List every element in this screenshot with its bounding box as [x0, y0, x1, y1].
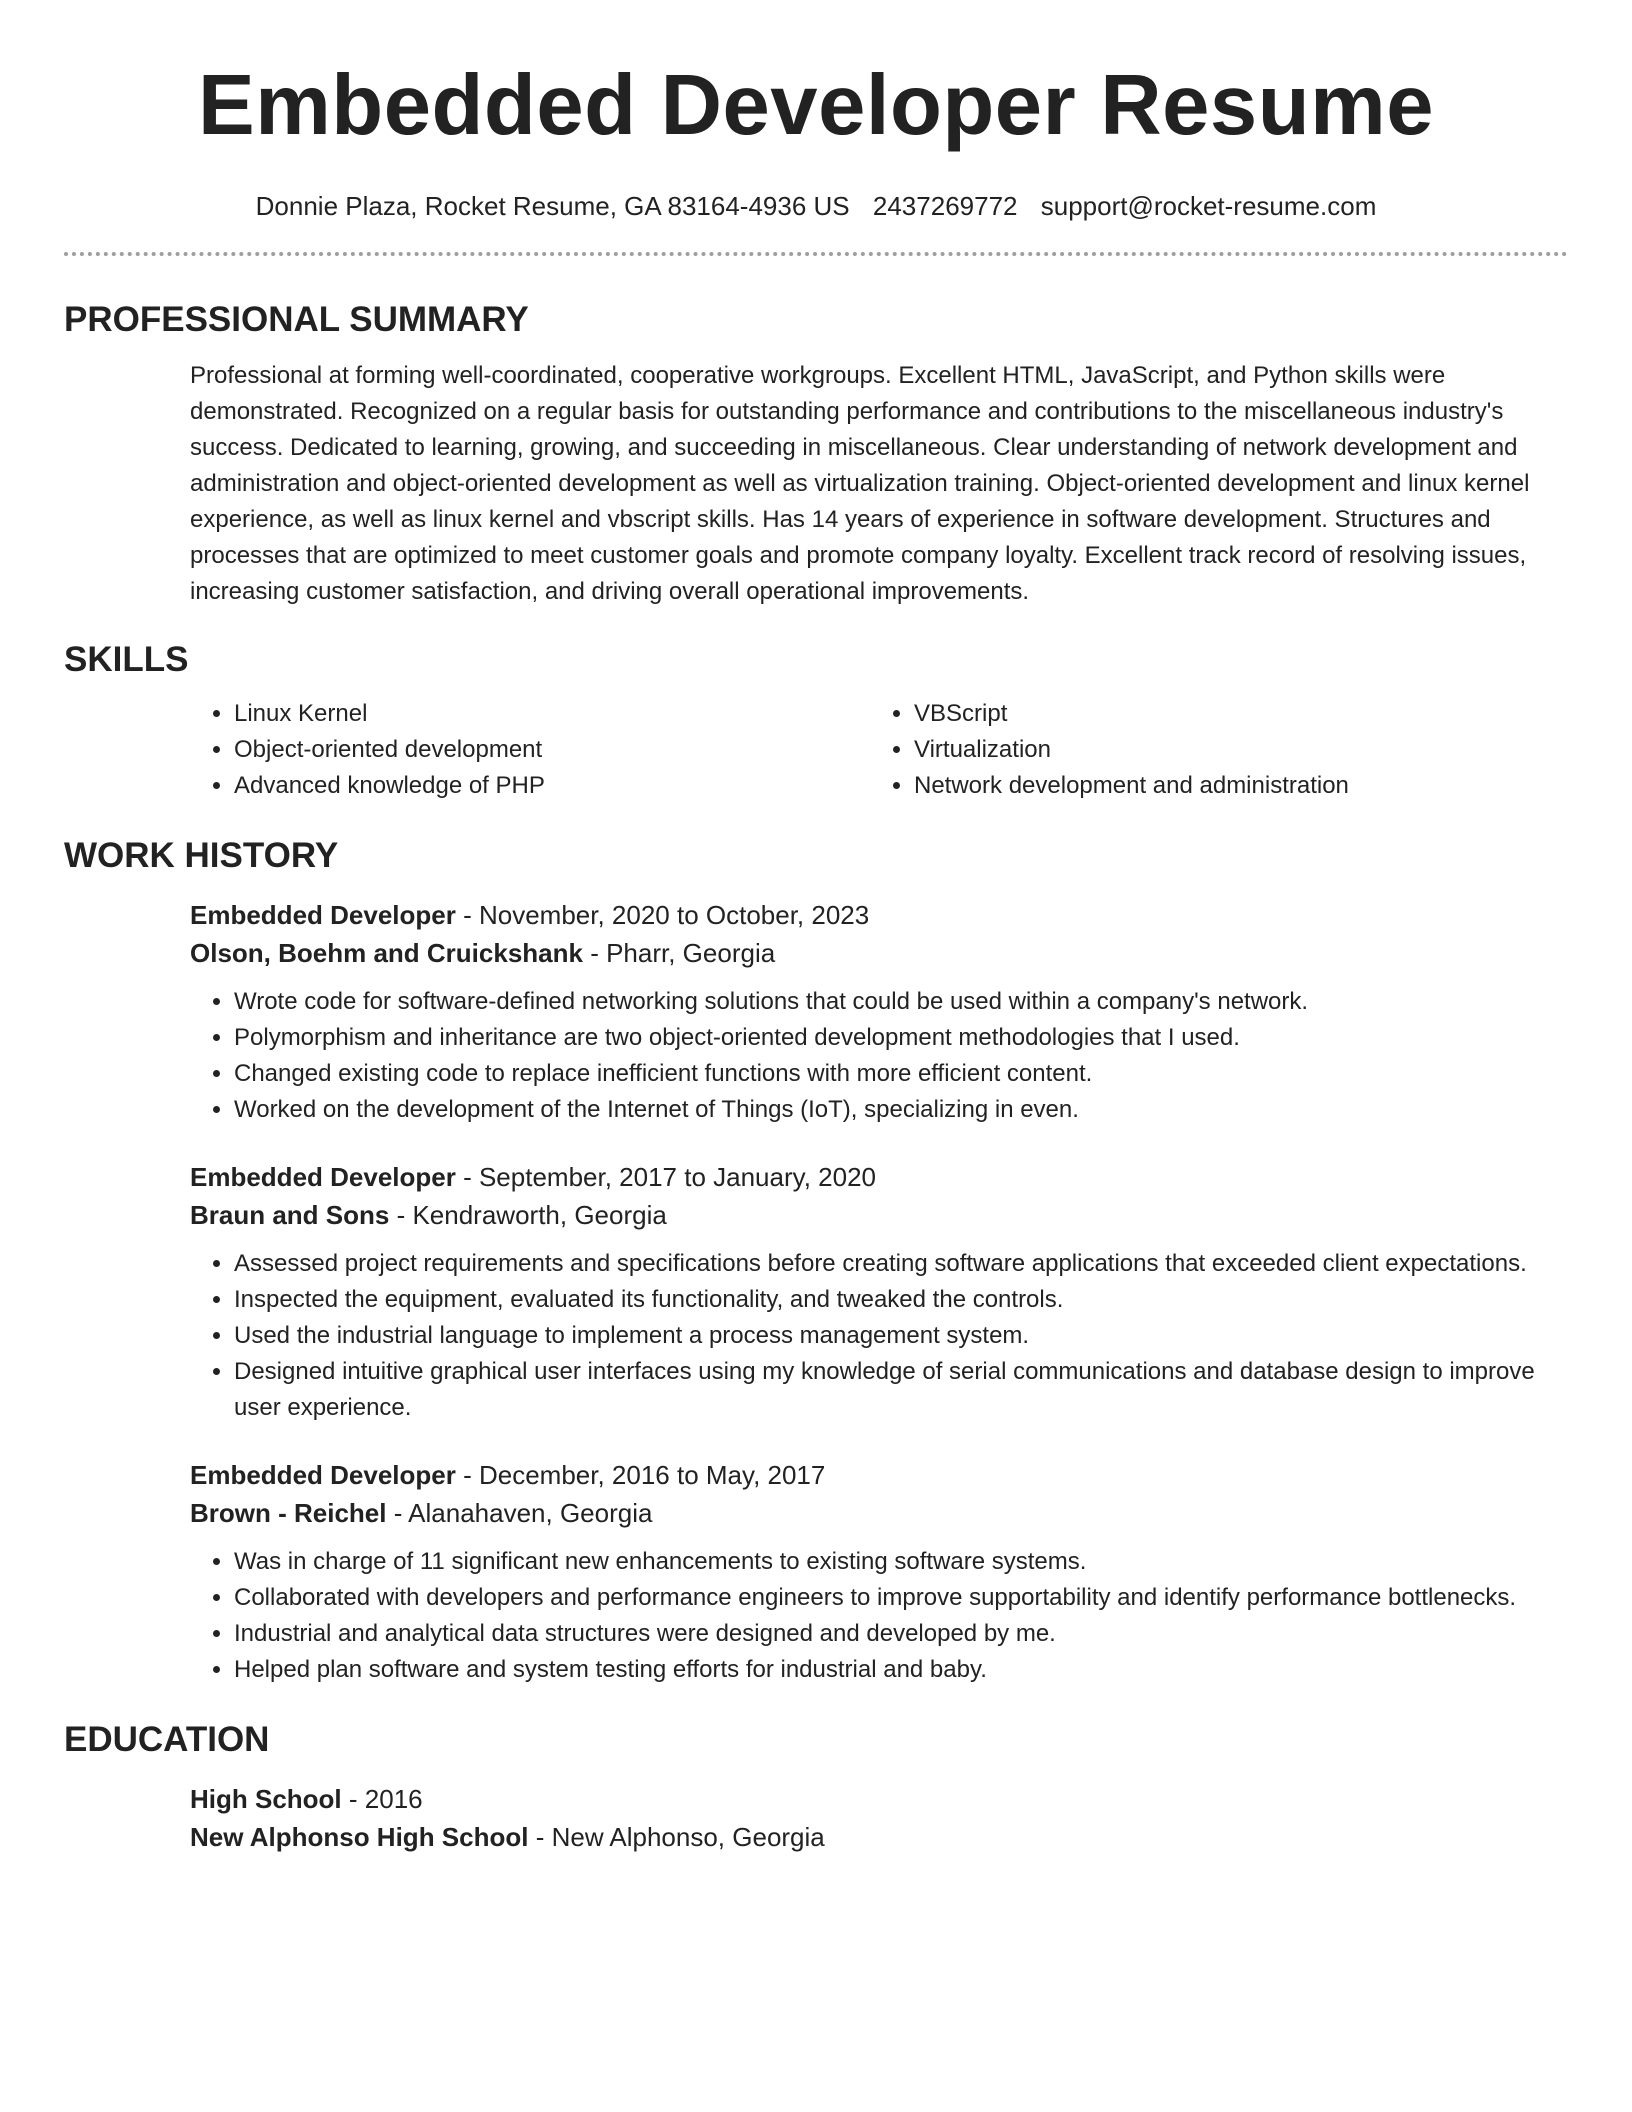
- job-bullet: • Changed existing code to replace inefficient functions with more efficient content.: [234, 1056, 1568, 1092]
- contact-address: Donnie Plaza, Rocket Resume, GA 83164-4936 US: [255, 191, 850, 221]
- job-bullets: [190, 1544, 1568, 1688]
- job-entry: [190, 1158, 1568, 1426]
- contact-line: [64, 190, 1568, 222]
- job-location: - Kendraworth, Georgia: [389, 1200, 667, 1230]
- job-bullet: • Was in charge of 11 significant new enhancements to existing software systems.: [234, 1544, 1568, 1580]
- job-bullet: • Used the industrial language to implement a process management system.: [234, 1318, 1568, 1354]
- job-dates: - November, 2020 to October, 2023: [455, 900, 870, 930]
- contact-email: support@rocket-resume.com: [1040, 191, 1377, 221]
- education-entry: [190, 1780, 1568, 1856]
- job-location: - Pharr, Georgia: [582, 938, 776, 968]
- education-school-line: [190, 1818, 1568, 1856]
- job-bullet: • Wrote code for software-defined networking solutions that could be used within a company's network.: [234, 984, 1568, 1020]
- skills-heading: SKILLS: [64, 640, 189, 679]
- job-company-line: [190, 1494, 1568, 1532]
- job-location: - Alanahaven, Georgia: [386, 1498, 653, 1528]
- job-role: Embedded Developer: [190, 900, 456, 930]
- job-entry: [190, 896, 1568, 1128]
- job-role-line: [190, 896, 1568, 934]
- skill-item: • Linux Kernel: [234, 696, 870, 732]
- header-divider: [64, 252, 1568, 256]
- job-dates: - December, 2016 to May, 2017: [455, 1460, 826, 1490]
- job-bullet: • Collaborated with developers and performance engineers to improve supportability and identify performance bottlenecks.: [234, 1580, 1568, 1616]
- job-dates: - September, 2017 to January, 2020: [455, 1162, 876, 1192]
- job-bullet: • Helped plan software and system testing efforts for industrial and baby.: [234, 1652, 1568, 1688]
- job-bullet: • Polymorphism and inheritance are two object-oriented development methodologies that I used.: [234, 1020, 1568, 1056]
- work-history-heading: WORK HISTORY: [64, 836, 339, 875]
- education-degree: High School: [190, 1784, 342, 1814]
- job-company: Braun and Sons: [190, 1200, 390, 1230]
- job-company-line: [190, 934, 1568, 972]
- job-bullet: • Industrial and analytical data structures were designed and developed by me.: [234, 1616, 1568, 1652]
- job-company-line: [190, 1196, 1568, 1234]
- job-bullet: • Assessed project requirements and specifications before creating software applications that exceeded client expectations.: [234, 1246, 1568, 1282]
- job-entry: [190, 1456, 1568, 1688]
- skill-item: • VBScript: [914, 696, 1349, 732]
- education-heading: EDUCATION: [64, 1720, 270, 1759]
- job-bullets: [190, 984, 1568, 1128]
- contact-phone: 2437269772: [872, 191, 1018, 221]
- skill-item: • Advanced knowledge of PHP: [234, 768, 870, 804]
- job-company: Brown - Reichel: [190, 1498, 387, 1528]
- skills-column-left: [190, 696, 870, 804]
- job-role: Embedded Developer: [190, 1162, 456, 1192]
- education-year: - 2016: [341, 1784, 423, 1814]
- skills-column-right: [870, 696, 1349, 804]
- education-location: - New Alphonso, Georgia: [528, 1822, 825, 1852]
- job-role-line: [190, 1456, 1568, 1494]
- page-title: Embedded Developer Resume: [198, 58, 1434, 153]
- education-school: New Alphonso High School: [190, 1822, 529, 1852]
- job-role: Embedded Developer: [190, 1460, 456, 1490]
- summary-text: Professional at forming well-coordinated, cooperative workgroups. Excellent HTML, JavaScript, and Python skills were demonstrated. Recognized on a regular basis for outstanding performance and contributions to the miscellaneous industry's success. Dedicated to learning, growing, and succeeding in miscellaneous. Clear understanding of network development and administration and object-oriented development as well as virtualization training. Object-oriented development and linux kernel experience, as well as linux kernel and vbscript skills. Has 14 years of experience in software development. Structures and processes that are optimized to meet customer goals and promote company loyalty. Excellent track record of resolving issues, increasing customer satisfaction, and driving overall operational improvements.: [190, 362, 1530, 605]
- job-company: Olson, Boehm and Cruickshank: [190, 938, 583, 968]
- skill-item: • Virtualization: [914, 732, 1349, 768]
- skill-item: • Network development and administration: [914, 768, 1349, 804]
- job-bullets: [190, 1246, 1568, 1426]
- job-bullet: • Designed intuitive graphical user interfaces using my knowledge of serial communications and database design to improve user experience.: [234, 1354, 1568, 1426]
- job-role-line: [190, 1158, 1568, 1196]
- summary-heading: PROFESSIONAL SUMMARY: [64, 300, 529, 339]
- skill-item: • Object-oriented development: [234, 732, 870, 768]
- education-degree-line: [190, 1780, 1568, 1818]
- skills-grid: [190, 696, 1568, 804]
- job-bullet: • Inspected the equipment, evaluated its functionality, and tweaked the controls.: [234, 1282, 1568, 1318]
- job-bullet: • Worked on the development of the Internet of Things (IoT), specializing in even.: [234, 1092, 1568, 1128]
